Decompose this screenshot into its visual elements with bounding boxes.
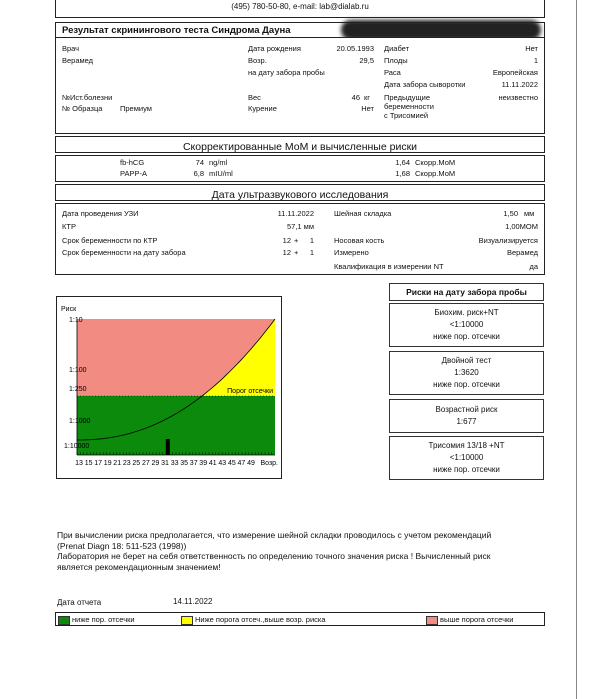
legend-swatch-red [426,616,438,625]
chart-y-tick: 1:1000 [69,418,91,425]
legend-item [181,615,326,625]
legend-swatch-green [58,616,70,625]
nt-value: 1,50 [503,209,518,218]
fetus-value: 1 [533,56,538,65]
term-sample-days: 1 [309,248,314,257]
legend-swatch-yellow [181,616,193,625]
term-sample-label: Срок беременности на дату забора [62,248,186,257]
term-sample-plus: + [294,248,299,257]
mom-row-unit: mIU/ml [209,169,233,178]
term-ktr-plus: + [294,236,299,245]
race-value: Европейская [492,68,538,77]
ktr-label: КТР [62,222,76,231]
footnote-line: (Prenat Diagn 18: 511-523 (1998)) [57,540,187,551]
legend-item [426,615,513,625]
chart-x-tick: 43 [218,460,227,467]
chart-x-tick: 23 [122,460,131,467]
chart-y-tick: 1:10000 [64,443,90,450]
nt-label: Шейная складка [334,209,392,218]
redacted-name-mask [341,20,541,40]
chart-x-tick: 29 [151,460,160,467]
doctor-label: Врач [62,44,80,53]
birth-value: 20.05.1993 [336,44,374,53]
risk-card [389,436,544,480]
risk-card-name: Двойной тест [441,356,492,365]
mom-row-mom-label: Скорр.МоМ [415,158,456,167]
term-ktr-weeks: 12 [282,236,291,245]
mom-row-unit: ng/ml [209,158,228,167]
fetus-label: Плоды [384,56,408,65]
risk-chart [57,297,281,478]
us-section-header [55,184,545,201]
chart-x-tick: 31 [161,460,169,467]
nt-mom: 1,00МОМ [505,222,538,231]
chart-x-label: Возр. [260,460,278,467]
birth-label: Дата рождения [248,44,301,53]
risks-panel-title: Риски на дату забора пробы [406,287,527,297]
chart-x-tick: 41 [208,460,217,467]
chart-x-tick: 49 [247,460,255,467]
chart-x-tick: 25 [132,460,141,467]
sample-value: Премиум [120,104,152,113]
report-title: Результат скринингового теста Синдрома Дауна [62,25,291,36]
legend-label: ниже пор. отсечки [72,615,135,624]
age-value: 29,5 [359,56,374,65]
report-title-box [55,22,545,38]
chart-x-tick: 45 [228,460,236,467]
chart-x-tick: 47 [237,460,246,467]
serum-date-label: Дата забора сыворотки [384,80,466,89]
qual-value: да [529,262,538,271]
chart-y-label: Риск [61,306,77,313]
mom-row-name: fb-hCG [120,158,145,167]
smoking-value: Нет [361,104,374,113]
chart-x-tick: 21 [113,460,122,467]
measured-value: Верамед [506,248,538,257]
us-section-title: Дата ультразвукового исследования [211,189,389,201]
prev-trisomy-label-1: Предыдущие [384,93,430,102]
risk-card [389,351,544,395]
risk-card-note: ниже пор. отсечки [433,380,500,389]
chart-x-tick: 19 [103,460,112,467]
qual-label: Квалификация в измерении NT [334,262,444,271]
weight-label: Вес [248,93,261,102]
risk-card [389,303,544,347]
age-date-label: на дату забора пробы [248,68,325,77]
legend-label: выше порога отсечки [440,615,514,624]
risk-chart-frame [56,296,282,479]
lab-contacts: (495) 780-50-80, e-mail: lab@dialab.ru [231,2,369,11]
weight-unit: кг [364,93,371,102]
report-date-value: 14.11.2022 [173,597,213,606]
history-label: №Ист.болезни [62,93,113,102]
race-label: Раса [384,68,401,77]
chart-x-tick: 37 [189,460,198,467]
prev-trisomy-label-3: с Трисомией [384,111,429,120]
chart-y-tick: 1:10 [69,317,83,324]
ktr-value: 57,1 мм [287,222,314,231]
chart-x-tick: 15 [84,460,93,467]
term-sample-weeks: 12 [282,248,291,257]
page-right-edge [576,0,577,699]
clinic-label: Верамед [62,56,94,65]
footnote-line: является рекомендационным значением! [57,561,221,572]
nasal-label: Носовая кость [334,236,385,245]
mom-row-name: PAPP-A [120,169,147,178]
mom-row-value: 6,8 [193,169,204,178]
serum-date-value: 11.11.2022 [501,80,538,89]
diabetes-value: Нет [525,44,538,53]
mom-row-mom-label: Скорр.МоМ [415,169,456,178]
risk-card-note: ниже пор. отсечки [433,465,500,474]
diabetes-label: Диабет [384,44,410,53]
chart-x-tick: 13 [75,460,83,467]
risks-panel-header [389,283,544,301]
risk-card-value: 1:677 [456,417,477,426]
mom-row-value: 74 [195,158,204,167]
footnote [57,530,547,572]
report-date-label: Дата отчета [57,598,102,607]
age-label: Возр. [248,56,267,65]
us-date-value: 11.11.2022 [277,209,314,218]
legend-bar [55,612,545,626]
risk-card [389,399,544,433]
us-table [55,203,545,275]
prev-trisomy-value: неизвестно [498,93,538,102]
footnote-line: Лаборатория не берет на себя ответственность по определению точного значения риска ! Вычисленный риск [57,551,491,561]
risk-card-value: <1:10000 [449,453,484,462]
nasal-value: Визуализируется [478,236,538,245]
risk-card-value: <1:10000 [449,320,484,329]
term-ktr-days: 1 [309,236,314,245]
chart-y-tick: 1:100 [69,367,87,374]
chart-x-tick: 17 [94,460,102,467]
weight-value: 46 [351,93,360,102]
chart-x-tick: 27 [142,460,150,467]
mom-row-mom: 1,64 [395,158,410,167]
measured-label: Измерено [334,248,369,257]
smoking-label: Курение [248,104,277,113]
mom-section-header [55,136,545,153]
prev-trisomy-label-2: беременности [384,102,434,111]
risk-card-name: Возрастной риск [435,405,498,414]
patient-info-block [55,38,545,134]
sample-label: № Образца [62,104,103,113]
nt-unit: мм [524,209,535,218]
mom-row-mom: 1,68 [395,169,410,178]
mom-table [55,155,545,182]
chart-y-tick: 1:250 [69,386,87,393]
legend-item [58,615,135,625]
chart-x-tick: 33 [170,460,179,467]
chart-x-tick: 35 [180,460,188,467]
mom-section-title: Скорректированные МоМ и вычисленные риски [182,141,418,153]
chart-x-tick: 39 [199,460,208,467]
legend-label: Ниже порога отсеч.,выше возр. риска [195,615,326,624]
risk-card-value: 1:3620 [454,368,479,377]
chart-patient-marker [166,439,170,455]
risk-card-name: Биохим. риск+NT [434,308,499,317]
chart-cutoff-label: Порог отсечки [227,388,273,395]
us-date-label: Дата проведения УЗИ [62,209,139,218]
term-ktr-label: Срок беременности по КТР [62,236,158,245]
risk-card-note: ниже пор. отсечки [433,332,500,341]
risk-card-name: Трисомия 13/18 +NT [428,441,505,450]
footnote-line: При вычислении риска предполагается, что измерение шейной складки проводилось с учетом рекомендаций [57,530,492,540]
